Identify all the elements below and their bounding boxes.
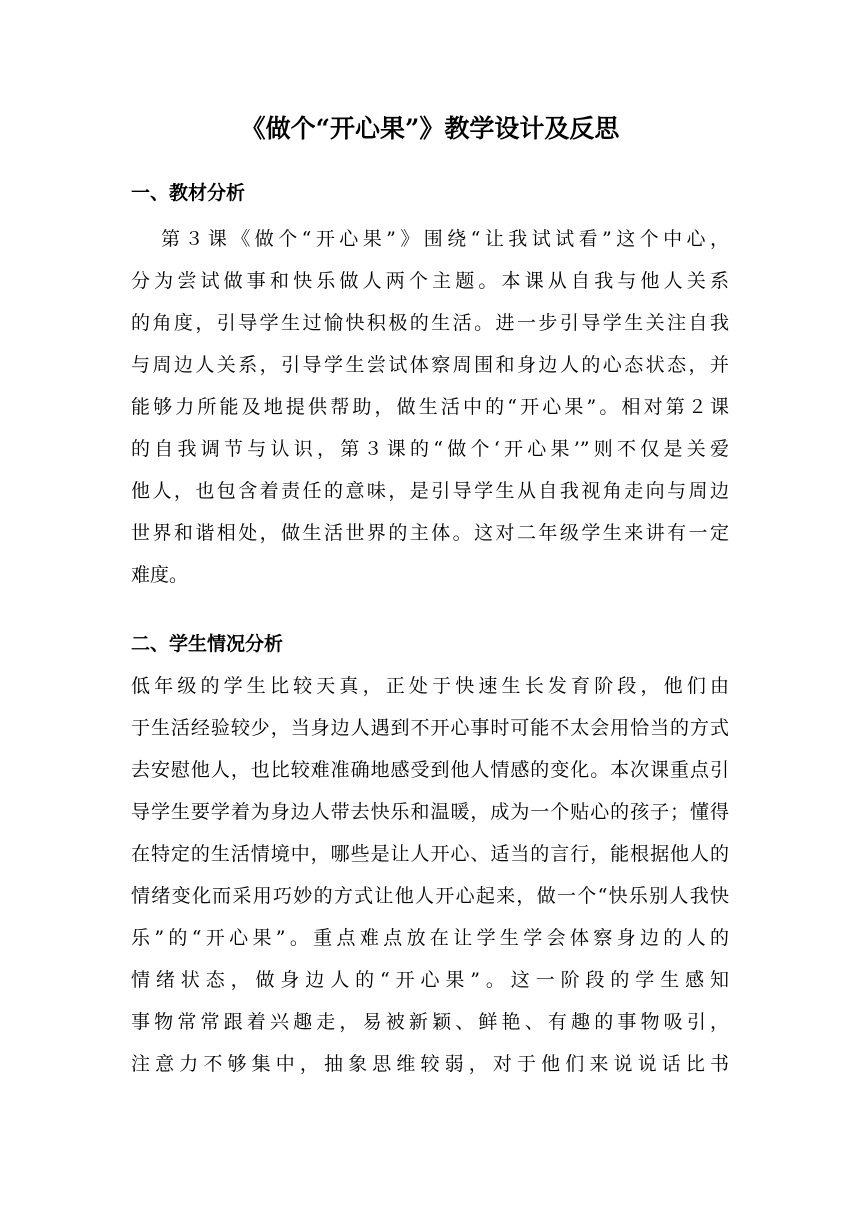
paragraph-line: 导学生要学着为身边人带去快乐和温暖，成为一个贴心的孩子；懂得	[131, 801, 729, 823]
section-heading-student-analysis: 二、学生情况分析	[131, 633, 284, 655]
paragraph-line: 乐”的“开心果”。重点难点放在让学生学会体察身边的人的	[131, 927, 729, 949]
paragraph-line: 第３课《做个“开心果”》围绕“让我试试看”这个中心，	[161, 228, 729, 250]
paragraph-line: 能够力所能及地提供帮助，做生活中的“开心果”。相对第２课	[131, 396, 729, 418]
paragraph-line: 事物常常跟着兴趣走，易被新颖、鲜艳、有趣的事物吸引，	[131, 1011, 729, 1033]
paragraph-textbook-analysis	[131, 218, 729, 596]
document-title: 《做个“开心果”》教学设计及反思	[240, 114, 620, 143]
paragraph-line: 世界和谐相处，做生活世界的主体。这对二年级学生来讲有一定	[131, 522, 729, 544]
paragraph-line: 注意力不够集中，抽象思维较弱，对于他们来说说话比书	[131, 1053, 729, 1075]
paragraph-line: 情绪状态，做身边人的“开心果”。这一阶段的学生感知	[131, 969, 729, 991]
paragraph-line: 于生活经验较少，当身边人遇到不开心事时可能不太会用恰当的方式	[131, 717, 729, 739]
paragraph-line: 他人，也包含着责任的意味，是引导学生从自我视角走向与周边	[131, 480, 729, 502]
paragraph-line: 的自我调节与认识，第３课的“做个‘开心果’”则不仅是关爱	[131, 438, 729, 460]
section-heading-textbook-analysis: 一、教材分析	[131, 182, 246, 204]
paragraph-student-analysis	[131, 665, 729, 1085]
paragraph-line: 的角度，引导学生过愉快积极的生活。进一步引导学生关注自我	[131, 312, 729, 334]
paragraph-line: 在特定的生活情境中，哪些是让人开心、适当的言行，能根据他人的	[131, 843, 729, 865]
paragraph-line: 难度。	[131, 564, 189, 586]
paragraph-line: 低年级的学生比较天真，正处于快速生长发育阶段，他们由	[131, 675, 729, 697]
paragraph-line: 与周边人关系，引导学生尝试体察周围和身边人的心态状态，并	[131, 354, 729, 376]
paragraph-line: 分为尝试做事和快乐做人两个主题。本课从自我与他人关系	[131, 270, 729, 292]
paragraph-line: 去安慰他人，也比较难准确地感受到他人情感的变化。本次课重点引	[131, 759, 729, 781]
paragraph-line: 情绪变化而采用巧妙的方式让他人开心起来，做一个“快乐别人我快	[131, 885, 729, 907]
